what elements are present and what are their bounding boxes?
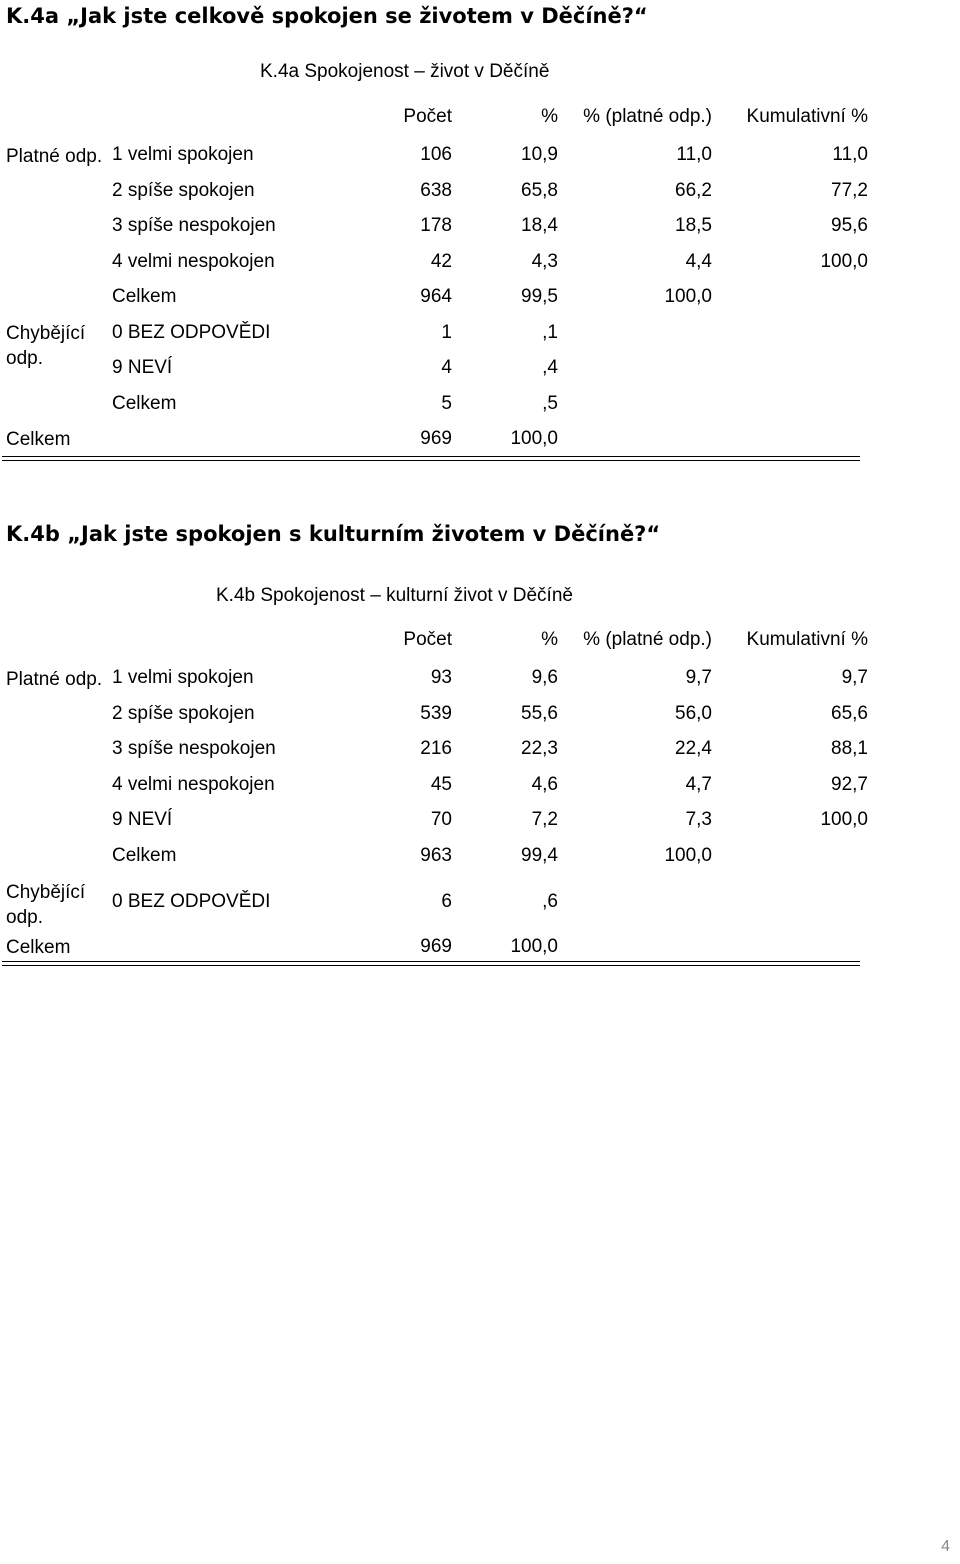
- cell-count: 963: [420, 844, 452, 866]
- cell-count: 4: [441, 357, 452, 379]
- table-row: [2, 209, 868, 245]
- row-label: 0 BEZ ODPOVĚDI: [112, 321, 271, 343]
- group-label-total: Celkem: [6, 936, 71, 958]
- row-label: 4 velmi nespokojen: [112, 773, 275, 795]
- cell-cumulative-percent: 77,2: [831, 179, 868, 201]
- cell-valid-percent: [558, 351, 712, 387]
- col-header-percent: %: [541, 105, 558, 127]
- cell-valid-percent: 7,3: [685, 809, 712, 831]
- group-label-missing: Chybějící odp.: [6, 881, 86, 928]
- table-row: [2, 838, 868, 874]
- cell-cumulative-percent: 100,0: [820, 250, 868, 272]
- cell-cumulative-percent: [712, 386, 868, 422]
- group-label-valid: Platné odp.: [6, 145, 103, 167]
- table-row: [2, 173, 868, 209]
- table-total-row: [2, 422, 868, 458]
- cell-percent: 55,6: [521, 702, 558, 724]
- cell-percent: 99,4: [521, 844, 558, 866]
- cell-count: 42: [430, 250, 452, 272]
- cell-cumulative-percent: 92,7: [831, 773, 868, 795]
- cell-count: 969: [420, 428, 452, 450]
- row-label: 1 velmi spokojen: [112, 144, 254, 166]
- table-a-bottom-rule: [2, 456, 860, 461]
- table-row: [2, 661, 868, 697]
- cell-percent: 4,3: [531, 250, 558, 272]
- cell-cumulative-percent: [712, 351, 868, 387]
- cell-count: 638: [420, 179, 452, 201]
- row-label: 4 velmi nespokojen: [112, 250, 275, 272]
- cell-cumulative-percent: [712, 838, 868, 874]
- cell-count: 539: [420, 702, 452, 724]
- cell-cumulative-percent: 100,0: [820, 809, 868, 831]
- cell-valid-percent: 9,7: [685, 667, 712, 689]
- group-label-total: Celkem: [6, 428, 71, 450]
- table-row: [2, 874, 868, 930]
- cell-valid-percent: 11,0: [676, 144, 712, 166]
- cell-percent: 4,6: [531, 773, 558, 795]
- col-header-count: Počet: [403, 628, 452, 650]
- cell-percent: 99,5: [521, 286, 558, 308]
- row-label: 3 spíše nespokojen: [112, 215, 276, 237]
- cell-cumulative-percent: 88,1: [831, 738, 868, 760]
- cell-valid-percent: [558, 874, 712, 930]
- cell-percent: 9,6: [531, 667, 558, 689]
- row-label: Celkem: [112, 392, 177, 414]
- row-label: 9 NEVÍ: [112, 357, 173, 379]
- cell-valid-percent: [558, 315, 712, 351]
- table-a: [2, 96, 868, 457]
- table-row: [2, 351, 868, 387]
- table-row: [2, 767, 868, 803]
- table-row: [2, 315, 868, 351]
- section-b-heading: K.4b „Jak jste spokojen s kulturním životem v Děčíně?“: [6, 522, 661, 546]
- cell-cumulative-percent: 11,0: [832, 144, 868, 166]
- cell-count: 969: [420, 936, 452, 958]
- cell-percent: 18,4: [521, 215, 558, 237]
- cell-cumulative-percent: [712, 315, 868, 351]
- section-a-heading: K.4a „Jak jste celkově spokojen se životem v Děčíně?“: [6, 4, 648, 28]
- cell-percent: 65,8: [521, 179, 558, 201]
- table-row: [2, 138, 868, 174]
- row-label: 1 velmi spokojen: [112, 667, 254, 689]
- group-label-missing: Chybějící odp.: [6, 323, 86, 369]
- cell-valid-percent: 100,0: [664, 286, 712, 308]
- table-a-caption: K.4a Spokojenost – život v Děčíně: [260, 61, 550, 82]
- cell-percent: 10,9: [521, 144, 558, 166]
- cell-valid-percent: 100,0: [664, 844, 712, 866]
- table-b-bottom-rule: [2, 961, 860, 966]
- cell-percent: ,6: [542, 890, 558, 912]
- cell-percent: 100,0: [510, 428, 558, 450]
- cell-percent: 7,2: [531, 809, 558, 831]
- cell-valid-percent: 4,4: [685, 250, 712, 272]
- group-label-valid: Platné odp.: [6, 668, 103, 690]
- table-a-header-row: [2, 96, 868, 138]
- cell-cumulative-percent: [712, 874, 868, 930]
- cell-count: 106: [420, 144, 452, 166]
- table-row: [2, 280, 868, 316]
- cell-count: 178: [420, 215, 452, 237]
- cell-count: 93: [430, 667, 452, 689]
- row-label: 9 NEVÍ: [112, 809, 173, 831]
- cell-percent: ,4: [542, 357, 558, 379]
- cell-cumulative-percent: 95,6: [831, 215, 868, 237]
- cell-count: 45: [430, 773, 452, 795]
- table-b: [2, 619, 868, 965]
- cell-cumulative-percent: 9,7: [841, 667, 868, 689]
- table-row: [2, 803, 868, 839]
- cell-percent: ,1: [542, 321, 558, 343]
- cell-cumulative-percent: [712, 280, 868, 316]
- cell-count: 1: [441, 321, 452, 343]
- cell-valid-percent: 4,7: [685, 773, 712, 795]
- cell-percent: 100,0: [510, 936, 558, 958]
- cell-valid-percent: 56,0: [675, 702, 712, 724]
- col-header-cumulative-percent: Kumulativní %: [746, 628, 868, 650]
- table-b-caption: K.4b Spokojenost – kulturní život v Děčíně: [216, 585, 573, 606]
- cell-valid-percent: 22,4: [675, 738, 712, 760]
- row-label: Celkem: [112, 286, 177, 308]
- cell-count: 5: [441, 392, 452, 414]
- table-b-header-row: [2, 619, 868, 661]
- table-row: [2, 732, 868, 768]
- table-row: [2, 696, 868, 732]
- table-total-row: [2, 930, 868, 966]
- col-header-count: Počet: [403, 105, 452, 127]
- table-row: [2, 386, 868, 422]
- row-label: Celkem: [112, 844, 177, 866]
- col-header-valid-percent: % (platné odp.): [583, 628, 712, 650]
- col-header-valid-percent: % (platné odp.): [583, 105, 712, 127]
- col-header-percent: %: [541, 628, 558, 650]
- table-row: [2, 244, 868, 280]
- cell-count: 70: [430, 809, 452, 831]
- cell-valid-percent: 66,2: [675, 179, 712, 201]
- col-header-cumulative-percent: Kumulativní %: [746, 105, 868, 127]
- cell-percent: ,5: [542, 392, 558, 414]
- row-label: 2 spíše spokojen: [112, 702, 255, 724]
- cell-valid-percent: 18,5: [675, 215, 712, 237]
- cell-valid-percent: [558, 386, 712, 422]
- cell-count: 6: [441, 890, 452, 912]
- cell-count: 964: [420, 286, 452, 308]
- cell-count: 216: [420, 738, 452, 760]
- row-label: 3 spíše nespokojen: [112, 738, 276, 760]
- page-number: 4: [941, 1538, 950, 1555]
- row-label: 2 spíše spokojen: [112, 179, 255, 201]
- cell-cumulative-percent: 65,6: [831, 702, 868, 724]
- row-label: 0 BEZ ODPOVĚDI: [112, 890, 271, 912]
- cell-percent: 22,3: [521, 738, 558, 760]
